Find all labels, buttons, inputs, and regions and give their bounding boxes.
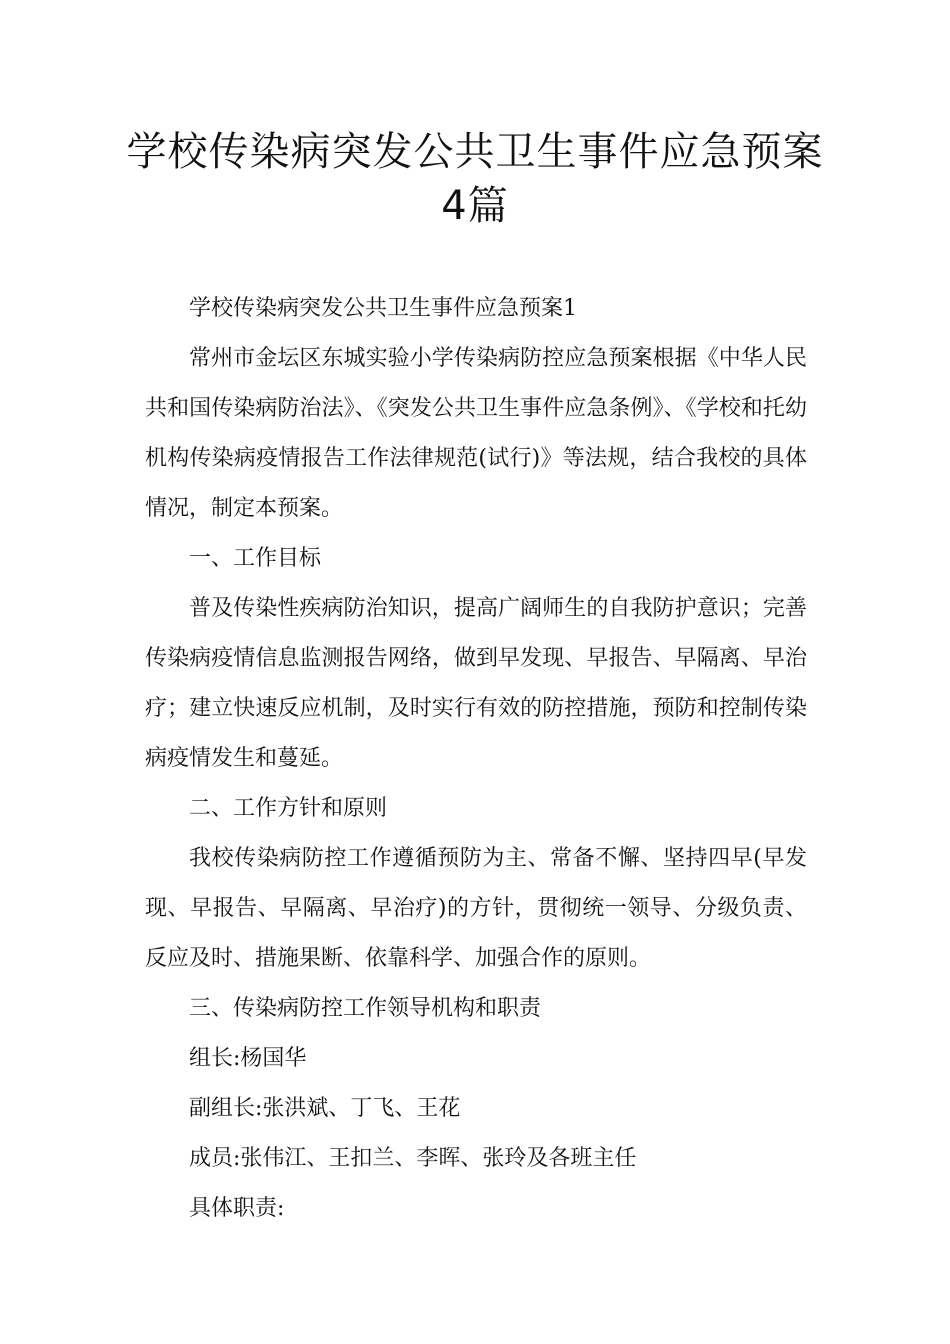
members-line: 成员:张伟江、王扣兰、李晖、张玲及各班主任 [189,1146,637,1171]
duties-heading: 具体职责: [189,1196,285,1221]
section-heading-principles: 二、工作方针和原则 [189,796,388,821]
document-title-count: 4篇 [441,183,509,229]
document-body [145,284,807,1234]
section-heading-plan-1: 学校传染病突发公共卫生事件应急预案1 [189,296,577,321]
goals-paragraph: 普及传染性疾病防治知识，提高广阔师生的自我防护意识；完善传染病疫情信息监测报告网络，做到早发现、早报告、早隔离、早治疗；建立快速反应机制，及时实行有效的防控措施，预防和控制传染病疫情发生和蔓延。 [145,596,807,771]
intro-paragraph: 常州市金坛区东城实验小学传染病防控应急预案根据《中华人民共和国传染病防治法》、《突发公共卫生事件应急条例》、《学校和托幼机构传染病疫情报告工作法律规范(试行)》等法规，结合我校的具体情况，制定本预案。 [145,346,807,521]
section-heading-leadership: 三、传染病防控工作领导机构和职责 [189,996,542,1021]
principles-paragraph: 我校传染病防控工作遵循预防为主、常备不懈、坚持四早(早发现、早报告、早隔离、早治疗)的方针，贯彻统一领导、分级负责、反应及时、措施果断、依靠科学、加强合作的原则。 [145,846,807,971]
leader-line: 组长:杨国华 [189,1046,307,1071]
document-title: 学校传染病突发公共卫生事件应急预案 [126,129,824,175]
section-heading-goals: 一、工作目标 [189,546,322,571]
deputy-leader-line: 副组长:张洪斌、丁飞、王花 [189,1096,461,1121]
